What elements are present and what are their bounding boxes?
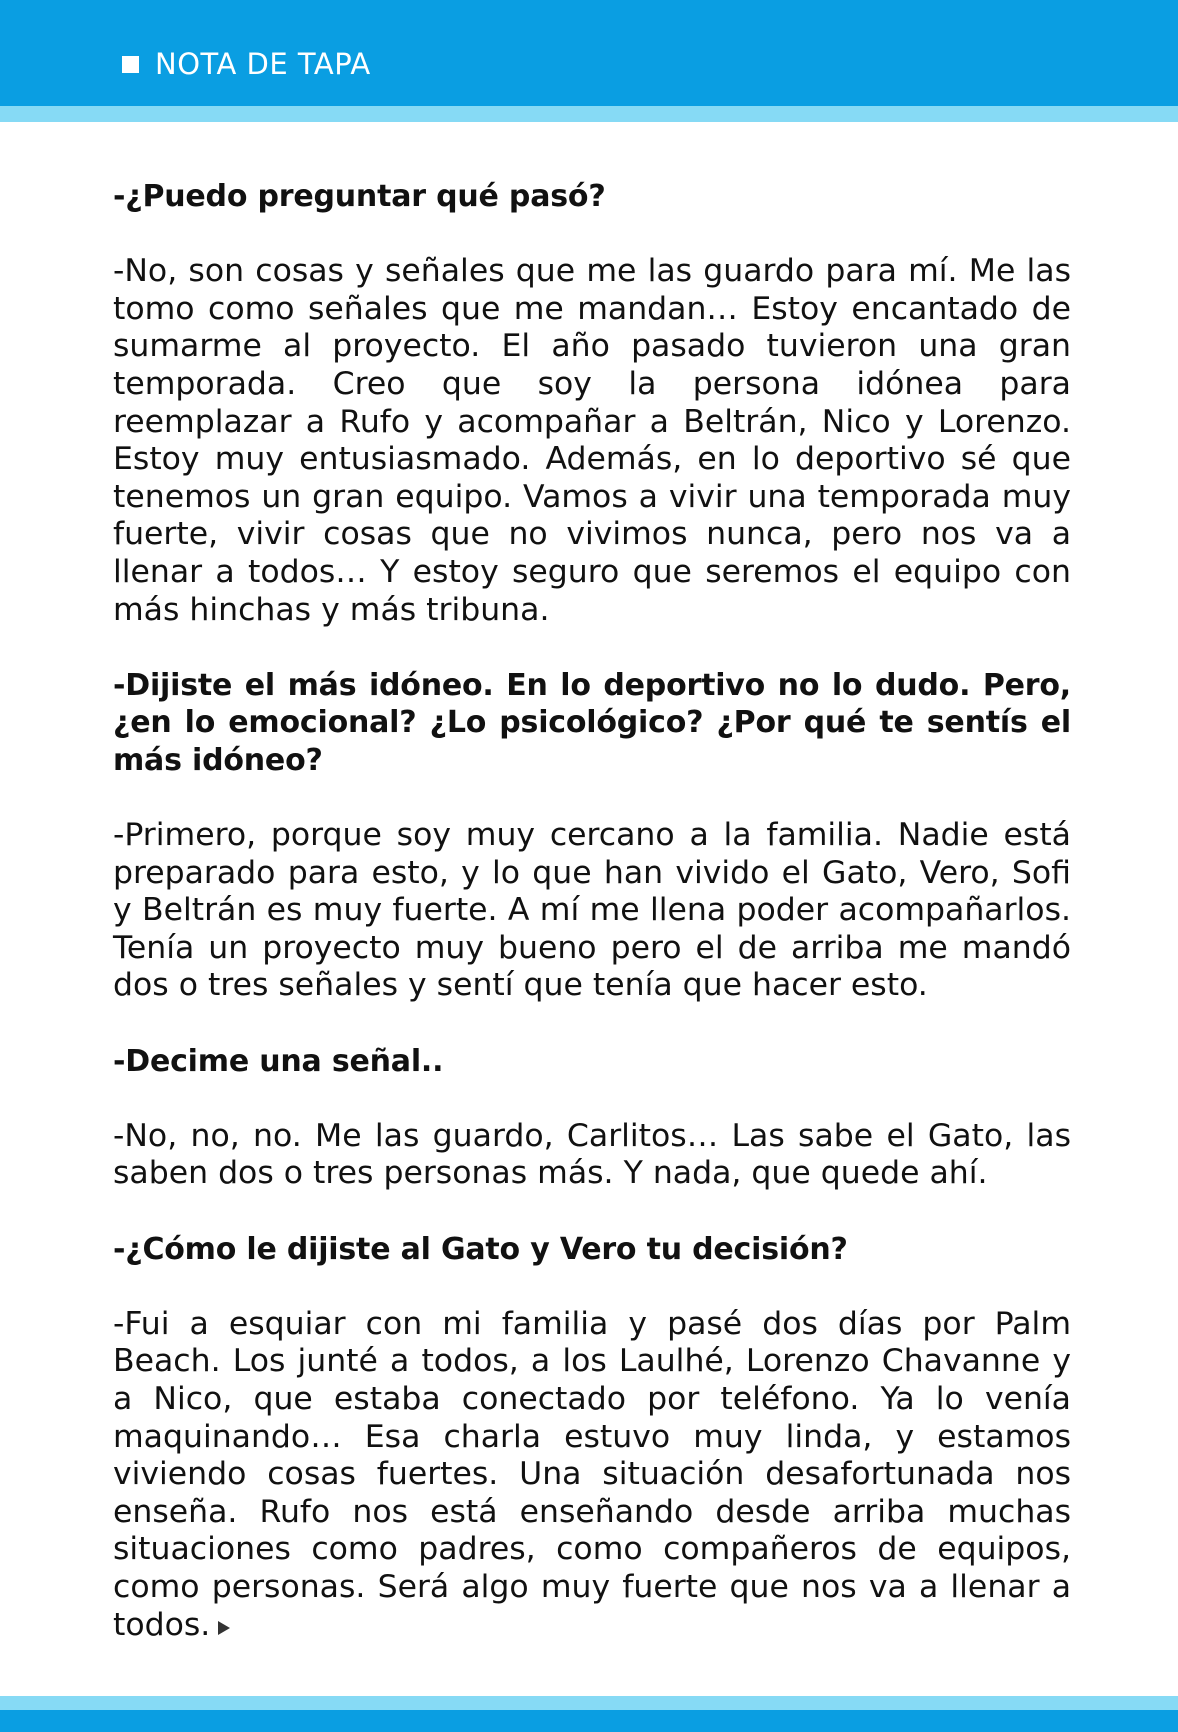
section-title: NOTA DE TAPA: [155, 47, 371, 81]
interview-answer-final: [113, 1306, 1071, 1644]
footer-bar: [0, 1710, 1178, 1732]
footer-stripe: [0, 1696, 1178, 1710]
article-body: [113, 178, 1071, 1644]
interview-answer: -No, son cosas y señales que me las guardo para mí. Me las tomo como señales que me mandan… Estoy encantado de sumarme al proyecto. El año pasado tuvieron una gran temporada. Creo que soy la persona idónea para reemplazar a Rufo y acompañar a Beltrán, Nico y Lorenzo. Estoy muy entusiasmado. Además, en lo deportivo sé que tenemos un gran equipo. Vamos a vivir una temporada muy fuerte, vivir cosas que no vivimos nunca, pero nos va a llenar a todos… Y estoy seguro que seremos el equipo con más hinchas y más tribuna.: [113, 253, 1071, 628]
interview-question: -¿Puedo preguntar qué pasó?: [113, 179, 606, 214]
interview-answer: -No, no, no. Me las guardo, Carlitos… Las sabe el Gato, las saben dos o tres personas más. Y nada, que quede ahí.: [113, 1117, 1071, 1192]
header-bar: [0, 0, 1178, 106]
interview-answer: -Primero, porque soy muy cercano a la familia. Nadie está preparado para esto, y lo que han vivido el Gato, Vero, Sofi y Beltrán es muy fuerte. A mí me llena poder acompañarlos. Tenía un proyecto muy bueno pero el de arriba me mandó dos o tres señales y sentí que tenía que hacer esto.: [113, 817, 1071, 1004]
square-bullet-icon: [122, 56, 139, 73]
answer-text: -Fui a esquiar con mi familia y pasé dos días por Palm Beach. Los junté a todos, a los Laulhé, Lorenzo Chavanne y a Nico, que estaba conectado por teléfono. Ya lo venía maquinando… Esa charla estuvo muy linda, y estamos viviendo cosas fuertes. Una situación desafortunada nos enseña. Rufo nos está enseñando desde arriba muchas situaciones como padres, como compañeros de equipos, como personas. Será algo muy fuerte que nos va a llenar a todos.: [113, 1305, 1071, 1643]
header-stripe: [0, 106, 1178, 122]
section-label: [122, 47, 371, 81]
interview-question: -¿Cómo le dijiste al Gato y Vero tu decisión?: [113, 1231, 848, 1267]
interview-question: -Decime una señal..: [113, 1043, 444, 1079]
interview-question: -Dijiste el más idóneo. En lo deportivo no lo dudo. Pero, ¿en lo emocional? ¿Lo psicológico? ¿Por qué te sentís el más idóneo?: [113, 667, 1071, 778]
triangle-right-icon: [218, 1621, 230, 1635]
